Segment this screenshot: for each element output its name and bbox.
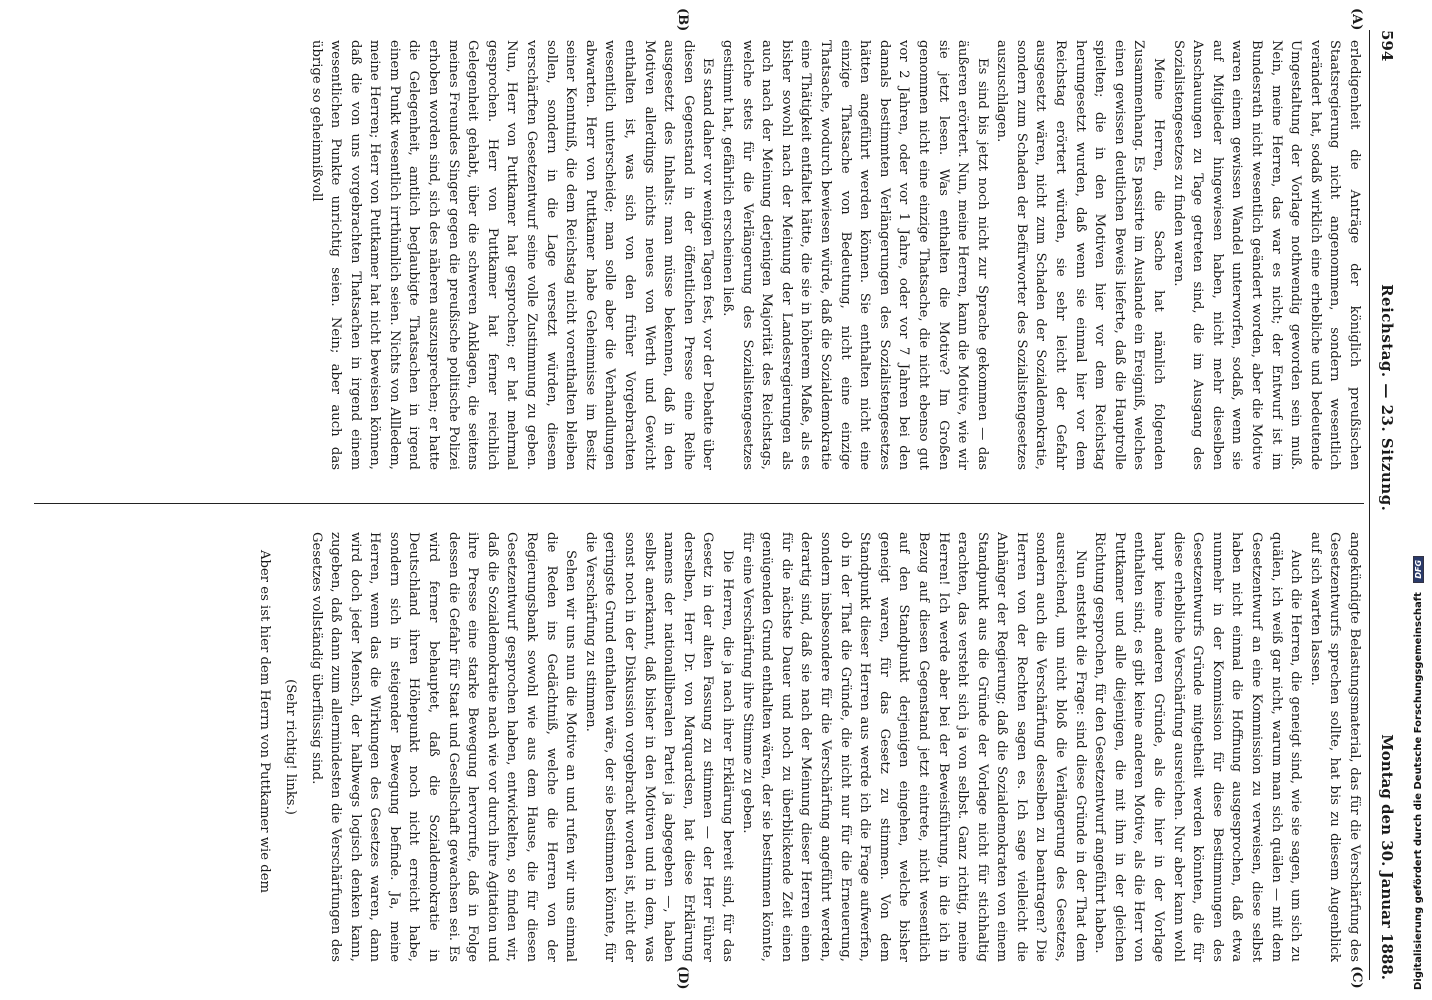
left-column: [24, 40, 1364, 470]
left-paragraph-1: erledigenheit die Anträge der königlich preußischen Staatsregierung nicht angenommen, sondern wesentlich verändert hat, sodaß wirklich eine erhebliche und bedeutende Umgestaltung der Vorlage nothwendig geworden sein muß. Nein, meine Herren, das war es nicht; der Entwurf ist im Bundesrath nicht wesentlich geändert worden, aber die Motive waren einem gewissen Wandel unterworfen, sodaß, wenn sie auf Mitglieder hingewiesen haben, nicht mehr dieselben Anschauungen zu Tage getreten sind, die im Ausgang des Sozialistengesetzes zu finden waren.: [1170, 40, 1362, 470]
header-rule: [1369, 30, 1370, 980]
interjection: (Sehr richtig! links.): [282, 679, 298, 815]
credit-text: Digitalisierung gefördert durch die Deutsche Forschungsgemeinschaft: [1413, 592, 1424, 990]
right-column: [24, 532, 1364, 962]
page-number: 594: [1378, 30, 1396, 62]
right-paragraph-2: Auch die Herren, die geneigt sind, wie sie sagen, um sich zu quälen, ich weiß gar nicht, warum man sich quälen — mit dem Gesetzentwurf an eine Kommission zu verweisen, diese selbst haben nicht einmal die Hoffnung ausgesprochen, daß etwa nunmehr in der Kommission für diese Bestimmungen des Gesetzentwurfs Gründe mitgetheilt werden könnten, die für diese erhebliche Verschärfung ausreichen. Nur aber kann wohl haupt keine anderen Gründe, als die hier in der Vorlage enthalten sind; es gibt keine anderen Motive, als die Herr von Puttkamer und alle diejenigen, die mit ihm in der gleichen Richtung gesprochen, für den Gesetzentwurf angeführt haben.: [1092, 532, 1304, 962]
margin-marker-d: (D): [675, 966, 690, 990]
dfg-logo: DFG: [1413, 556, 1424, 583]
right-paragraph-4: Die Herren, die ja nach ihrer Erklärung bereit sind, für das Gesetz in der alten Fassung zu stimmen — der Herr Führer derselben, Herr Dr. von Marquardsen, hat diese Erklärung namens der nationalliberalen Partei ja abgegeben —, haben selbst anerkannt, daß bisher in den Motiven und in dem, was sonst noch in der Diskussion vorgebracht worden ist, nicht der geringste Grund enthalten wäre, der sie bestimmen könnte, für die Verschärfung zu stimmen.: [582, 532, 735, 962]
right-paragraph-3: Nun entsteht die Frage: sind diese Gründe in der That dem ausreichend, um nicht bloß die Verlängerung des Gesetzes, sondern auch die Verschärfung desselben zu beantragen? Die Herren von der Rechten sagen es. Ich sage vielleicht die Anhänger der Regierung; daß die Sozialdemokraten von einem Standpunkt aus die Gründe der Vorlage nicht für stichhaltig erachten, das versteht sich ja von selbst. Ganz richtig, meine Herren! Ich werde aber bei der Beweisführung, in die ich in Bezug auf diesen Gegenstand jetzt eintrete, nicht wesentlich auf den Standpunkt derjenigen eingehen, welche bisher geneigt waren, für das Gesetz zu stimmen. Von dem Standpunkt dieser Herren aus werde ich die Frage aufwerfen, ob in der That die Gründe, die nicht nur für die Erneuerung, sondern insbesondere für die Verschärfung angeführt werden, derartig sind, daß sie nach der Meinung dieser Herren einen für die nächste Dauer und noch zu überblickende Zeit einen genügenden Grund enthalten wären, der sie bestimmen könnte, für eine Verschärfung ihre Stimme zu geben.: [739, 532, 1088, 962]
session-title: Reichstag. — 23. Sitzung.: [1378, 284, 1396, 512]
closing-line: Aber es ist hier dem Herrn von Puttkamer wie dem: [257, 550, 273, 894]
column-divider: [34, 503, 1364, 504]
margin-marker-b: (B): [675, 8, 690, 32]
digitization-credit: [1409, 0, 1432, 1000]
right-paragraph-5: Sehen wir uns nun die Motive an und rufen wir uns einmal die Reden ins Gedächtniß, welche die Herren von der Regierungsbank sowohl wie aus dem Hause, die für diesen Gesetzentwurf gesprochen haben, entwickelten, so finden wir, daß die Sozialdemokratie nach wie vor durch ihre Agitation und ihre Presse eine starke Bewegung hervorrufe, daß in Folge dessen die Gefahr für Staat und Gesellschaft gewachsen sei. Es wird ferner behauptet, daß die Sozialdemokratie in Deutschland ihren Höhepunkt noch nicht erreicht habe, sondern sich in steigender Bewegung befinde. Ja, meine Herren, wenn das die Wirkungen des Gesetzes waren, dann wird doch jeder Mensch, der halbwegs logisch denken kann, zugeben, daß dann zum allermindesten die Verschärfungen des Gesetzes vollständig überflüssig sind.: [308, 532, 579, 962]
left-paragraph-3: Es sind bis jetzt noch nicht zur Sprache gekommen — das äußeren erörtert. Nun, meine Herren, kann die Motive, wie wir sie jetzt lesen. Was enthalten die Motive? Im Großen genommen nicht eine einzige Thatsache, die nicht ebenso gut vor 2 Jahren, oder vor 1 Jahre, oder vor 7 Jahren bei den damals bestimmten Verlängerungen des Sozialistengesetzes hätten angeführt werden können. Sie enthalten nicht eine einzige Thatsache von Bedeutung, nicht eine einzige Thatsache, wodurch bewiesen würde, daß die Sozialdemokratie eine Thätigkeit entfaltet hätte, die sie in höherem Maße, als es bisher sowohl nach der Meinung der Landesregierungen als auch nach der Meinung derjenigen Majorität des Reichstags, welche stets für die Verlängerung des Sozialistengesetzes gestimmt hat, gefährlich erscheinen ließ.: [720, 40, 990, 470]
session-date: Montag den 30. Januar 1888.: [1378, 734, 1396, 980]
left-paragraph-4: Es stand daher vor wenigen Tagen fest, vor der Debatte über diesen Gegenstand in der öffentlichen Presse eine Reihe ausgesetzt des Inhalts: man müsse bekennen, daß in den Motiven allerdings nichts neues von Werth und Gewicht enthalten ist, was sich von den früher Vorgebrachten wesentlich unterscheide; man solle aber die Verhandlungen abwarten. Herr von Puttkamer habe Geheimnisse im Besitz seiner Kenntniß, die dem Reichstag nicht vorenthalten bleiben sollen, sondern in die Lage versetzt würden, diesem verschärften Gesetzentwurf seine volle Zustimmung zu geben. Nun, Herr von Puttkamer hat gesprochen; er hat mehrmal gesprochen. Herr von Puttkamer hat ferner reichlich Gelegenheit gehabt, über die schweren Anklagen, die seitens meines Freundes Singer gegen die preußische politische Polizei erhoben worden sind, sich des näheren auszusprechen; er hatte die Gelegenheit, amtlich beglaubigte Thatsachen in irgend einem Punkt wesentlich irrthümlich seien. Nichts von Allledem, meine Herren; Herr von Puttkamer hat nicht beweisen können, daß die von uns vorgebrachten Thatsachen in irgend einem wesentlichen Punkte unrichtig seien. Nein; aber auch das übrige so geheimnißvoll: [308, 40, 716, 470]
margin-marker-a: (A): [1349, 8, 1364, 31]
margin-marker-c: (C): [1349, 966, 1364, 989]
page-header: [1370, 30, 1404, 980]
right-paragraph-1: angekündigte Belastungsmaterial, das für die Verschärfung des Gesetzentwurfs sprechen sollte, hat bis zu diesem Augenblick auf sich warten lassen.: [1307, 532, 1362, 962]
left-paragraph-2: Meine Herren, die Sache hat nämlich folgenden Zusammenhang. Es passirte im Auslande ein Ereigniß, welches einen gewissen deutlichen Beweis lieferte, daß die Hauptrolle spielten; die in den Motiven hier vor dem Reichstag herumgesetzt wurden, daß wenn sie einmal hier vor dem Reichstag erörtert würden, sie sehr leicht der Gefahr ausgesetzt wären, nicht zum Schaden der Sozialdemokratie, sondern zum Schaden der Befürworter des Sozialistengesetzes auszuschlagen.: [994, 40, 1167, 470]
